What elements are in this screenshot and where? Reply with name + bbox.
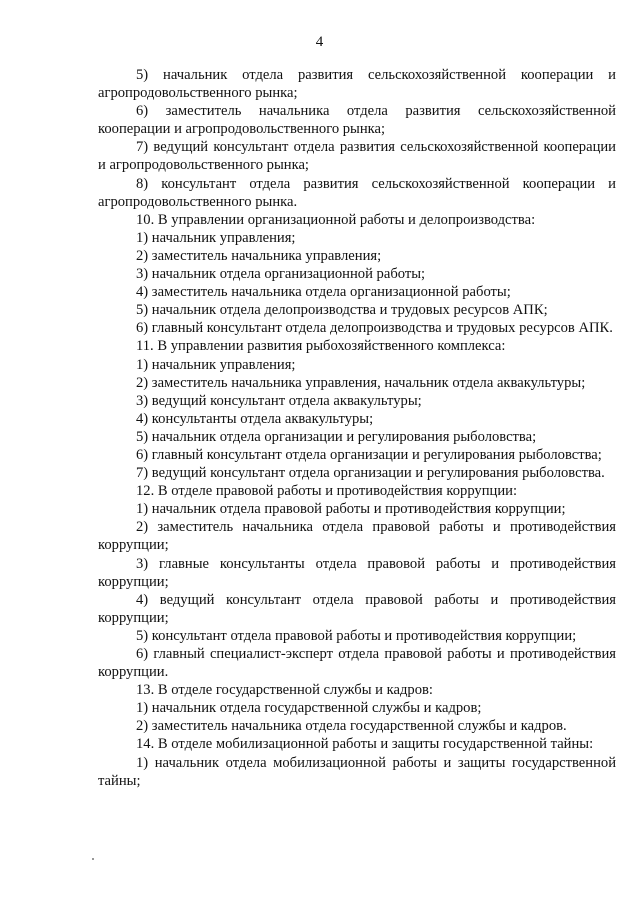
paragraph: 5) начальник отдела развития сельскохозяйственной кооперации и агропродовольственного рынка; bbox=[98, 67, 616, 102]
document-body bbox=[98, 66, 616, 790]
paragraph: 3) ведущий консультант отдела аквакультуры; bbox=[136, 392, 422, 409]
paragraph: 2) заместитель начальника управления, начальник отдела аквакультуры; bbox=[136, 374, 586, 391]
paragraph: 3) главные консультанты отдела правовой работы и противодействия коррупции; bbox=[98, 555, 616, 590]
paragraph: 2) заместитель начальника отдела правовой работы и противодействия коррупции; bbox=[98, 519, 616, 554]
paragraph: 6) главный специалист-эксперт отдела правовой работы и противодействия коррупции. bbox=[98, 646, 616, 681]
paragraph: 6) главный консультант отдела делопроизводства и трудовых ресурсов АПК. bbox=[136, 320, 613, 337]
paragraph: 6) заместитель начальника отдела развития сельскохозяйственной кооперации и агропродовольственного рынка; bbox=[98, 103, 616, 138]
section-heading: 11. В управлении развития рыбохозяйственного комплекса: bbox=[136, 338, 506, 355]
paragraph: 4) ведущий консультант отдела правовой работы и противодействия коррупции; bbox=[98, 591, 616, 626]
paragraph: 4) консультанты отдела аквакультуры; bbox=[136, 410, 374, 427]
section-heading: 10. В управлении организационной работы и делопроизводства: bbox=[136, 211, 536, 228]
paragraph: 8) консультант отдела развития сельскохозяйственной кооперации и агропродовольственного рынка. bbox=[98, 175, 616, 210]
section-heading: 14. В отделе мобилизационной работы и защиты государственной тайны: bbox=[136, 736, 594, 753]
section-heading: 12. В отделе правовой работы и противодействия коррупции: bbox=[136, 483, 518, 500]
paragraph: 1) начальник отдела мобилизационной работы и защиты государственной тайны; bbox=[98, 754, 616, 789]
paragraph: 2) заместитель начальника отдела государственной службы и кадров. bbox=[136, 718, 567, 735]
paragraph: 4) заместитель начальника отдела организационной работы; bbox=[136, 284, 511, 301]
paragraph: 5) начальник отдела организации и регулирования рыболовства; bbox=[136, 428, 537, 445]
section-heading: 13. В отделе государственной службы и кадров: bbox=[136, 682, 433, 699]
paragraph: 7) ведущий консультант отдела организации и регулирования рыболовства. bbox=[136, 465, 605, 482]
paragraph: 1) начальник управления; bbox=[136, 356, 296, 373]
paragraph: 5) консультант отдела правовой работы и противодействия коррупции; bbox=[136, 627, 577, 644]
page-number: 4 bbox=[315, 34, 324, 50]
paragraph: 3) начальник отдела организационной работы; bbox=[136, 266, 426, 283]
paragraph: 2) заместитель начальника управления; bbox=[136, 247, 382, 264]
paragraph: 7) ведущий консультант отдела развития сельскохозяйственной кооперации и агропродовольственного рынка; bbox=[98, 139, 616, 174]
paragraph: 5) начальник отдела делопроизводства и трудовых ресурсов АПК; bbox=[136, 302, 548, 319]
paragraph: 1) начальник отдела правовой работы и противодействия коррупции; bbox=[136, 501, 566, 518]
paragraph: 1) начальник управления; bbox=[136, 229, 296, 246]
paragraph: 1) начальник отдела государственной службы и кадров; bbox=[136, 700, 482, 717]
paragraph: 6) главный консультант отдела организации и регулирования рыболовства; bbox=[136, 446, 602, 463]
scan-speck bbox=[92, 858, 94, 860]
